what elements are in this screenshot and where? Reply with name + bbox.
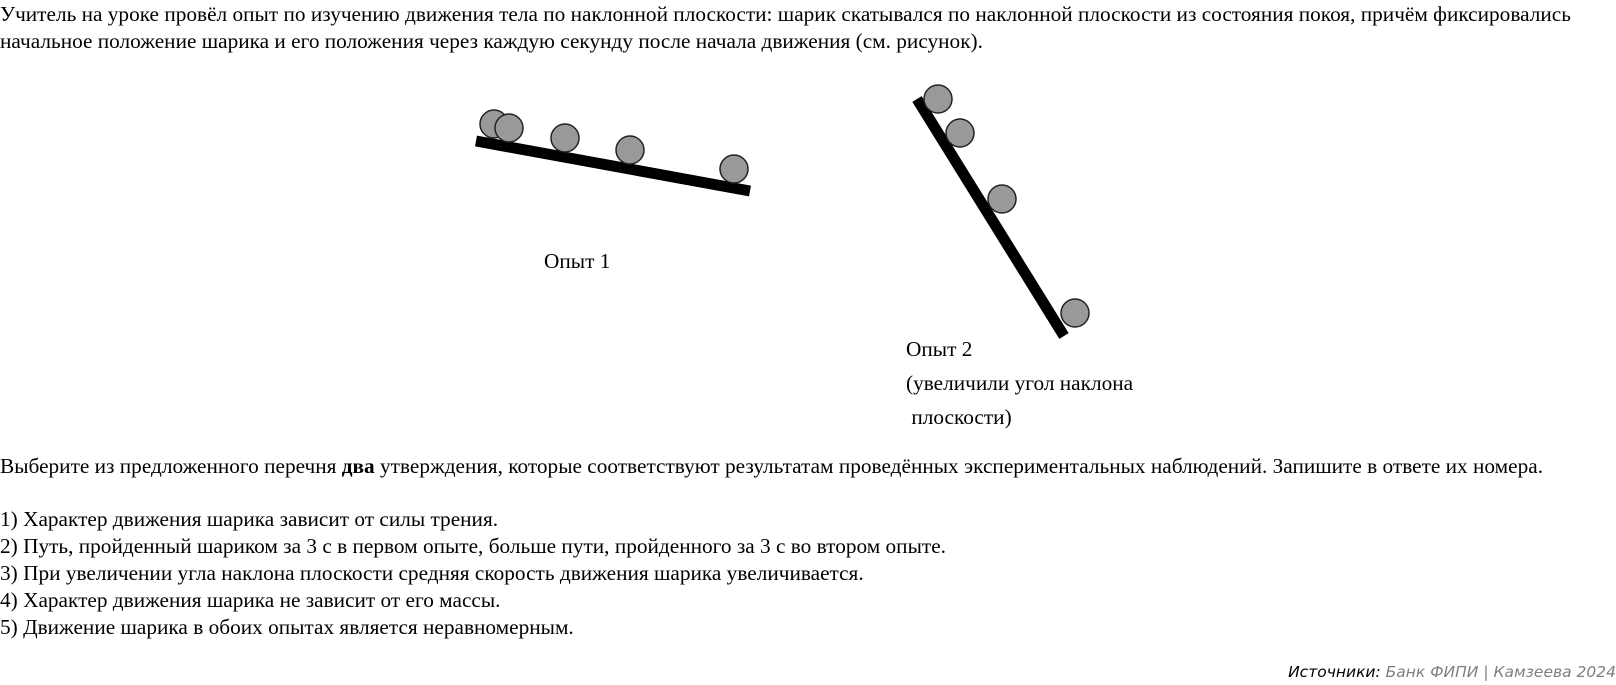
experiment-1-ball-position-4: [720, 155, 748, 183]
experiment-2-title: Опыт 2: [906, 337, 973, 361]
experiment-1-inclined-plane: [476, 141, 750, 191]
experiment-2-ball-position-1: [946, 119, 974, 147]
experiment-1-diagram: [476, 110, 750, 191]
question-emphasis: два: [341, 454, 375, 478]
experiment-1-caption: Опыт 1: [544, 249, 611, 273]
experiment-2-caption: [906, 332, 1133, 434]
answer-option-5: 5) Движение шарика в обоих опытах является неравномерным.: [0, 615, 574, 639]
source-label: Источники:: [1288, 663, 1381, 681]
experiment-1-ball-position-3: [616, 136, 644, 164]
answer-option-4: 4) Характер движения шарика не зависит от его массы.: [0, 588, 501, 612]
answer-option-2: 2) Путь, пройденный шариком за 3 с в первом опыте, больше пути, пройденного за 3 с во втором опыте.: [0, 534, 946, 558]
experiment-2-note-line2: плоскости): [906, 405, 1012, 429]
experiment-1-ball-position-1: [495, 114, 523, 142]
experiment-2-note-line1: (увеличили угол наклона: [906, 371, 1134, 395]
experiment-1-ball-position-2: [551, 124, 579, 152]
source-attribution: [1288, 662, 1616, 682]
experiment-2-ball-position-0: [924, 85, 952, 113]
experiment-2-diagram: [917, 85, 1089, 336]
question-text-part1: Выберите из предложенного перечня: [0, 454, 342, 478]
problem-intro: Учитель на уроке провёл опыт по изучению движения тела по наклонной плоскости: шарик скатывался по наклонной плоскости из состояния покоя, причём фиксировались начальное положение шарика и его положения через каждую секунду после начала движения (см. рисунок).: [0, 2, 1571, 53]
experiment-2-inclined-plane: [917, 99, 1064, 336]
question-text: [0, 453, 1560, 480]
question-text-part2: утверждения, которые соответствуют результатам проведённых экспериментальных наблюдений. Запишите в ответе их номера.: [374, 454, 1544, 478]
answer-option-1: 1) Характер движения шарика зависит от силы трения.: [0, 507, 499, 531]
experiment-2-ball-position-3: [1061, 299, 1089, 327]
source-value: Банк ФИПИ | Камзеева 2024: [1380, 663, 1616, 681]
answer-option-3: 3) При увеличении угла наклона плоскости средняя скорость движения шарика увеличивается.: [0, 561, 864, 585]
experiment-2-ball-position-2: [988, 185, 1016, 213]
